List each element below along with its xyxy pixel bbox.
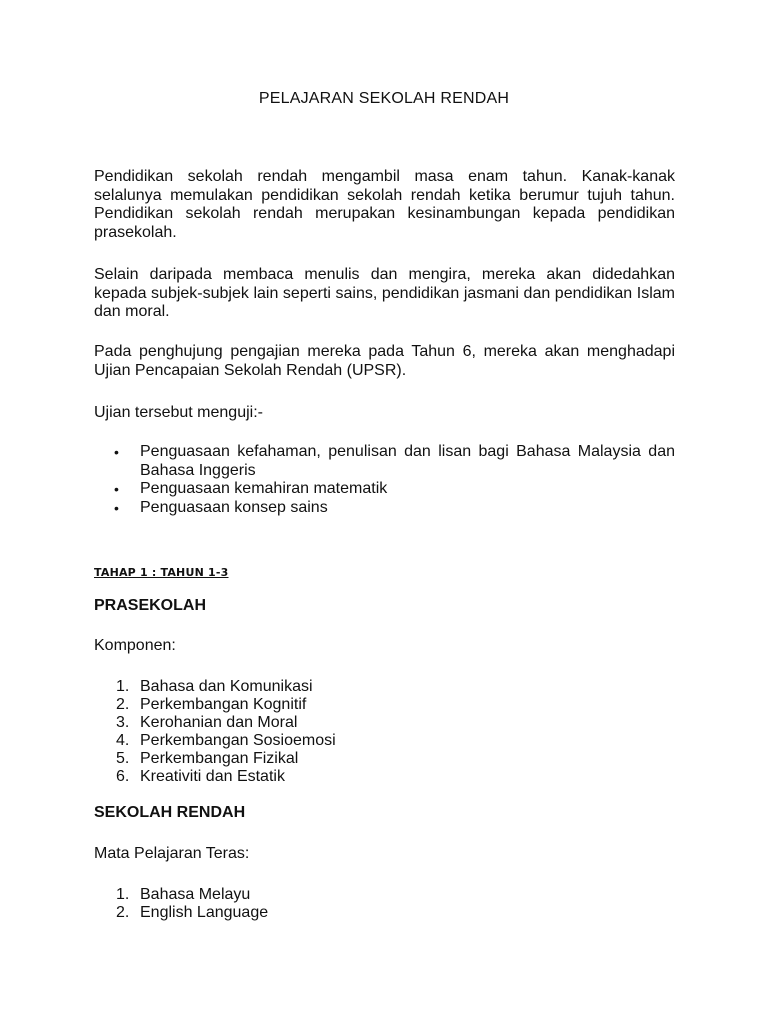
paragraph-upsr: Pada penghujung pengajian mereka pada Tahun 6, mereka akan menghadapi Ujian Pencapaian Sekolah Rendah (UPSR). (94, 343, 675, 379)
list-number: 1. (116, 678, 130, 695)
list-item-text: Perkembangan Fizikal (140, 750, 299, 767)
sekolah-rendah-heading: SEKOLAH RENDAH (94, 804, 246, 821)
list-number: 1. (116, 886, 130, 903)
list-item (94, 678, 675, 696)
list-number: 6. (116, 768, 130, 785)
list-item (94, 732, 675, 750)
list-item (94, 886, 675, 904)
stage-label: TAHAP 1 : TAHUN 1-3 (94, 566, 229, 579)
list-item-text: Kreativiti dan Estatik (140, 768, 285, 785)
bullet-text: Penguasaan konsep sains (140, 498, 328, 516)
list-item-text: Bahasa Melayu (140, 886, 251, 903)
core-subject-list (94, 886, 675, 922)
list-number: 4. (116, 732, 130, 749)
paragraph-subjects: Selain daripada membaca menulis dan mengira, mereka akan didedahkan kepada subjek-subjek lain seperti sains, pendidikan jasmani dan pendidikan Islam dan moral. (94, 266, 675, 320)
bullet-text: Penguasaan kemahiran matematik (140, 480, 388, 497)
list-item (94, 714, 675, 732)
bullet-text: Penguasaan kefahaman, penulisan dan lisan bagi Bahasa Malaysia dan Bahasa Inggeris (140, 443, 675, 479)
test-bullet-list (94, 443, 675, 517)
sekolah-rendah-label: Mata Pelajaran Teras: (94, 845, 250, 862)
prasekolah-label: Komponen: (94, 637, 176, 654)
list-item-text: Bahasa dan Komunikasi (140, 678, 313, 695)
list-item (94, 696, 675, 714)
list-item (94, 750, 675, 768)
document-title: PELAJARAN SEKOLAH RENDAH (258, 90, 510, 107)
list-item-text: Perkembangan Kognitif (140, 696, 307, 713)
prasekolah-heading: PRASEKOLAH (94, 597, 207, 614)
bullet-icon: • (114, 444, 119, 460)
list-item (94, 904, 675, 922)
list-number: 3. (116, 714, 130, 731)
list-number: 2. (116, 696, 130, 713)
list-number: 5. (116, 750, 130, 767)
list-item (94, 768, 675, 786)
paragraph-intro: Pendidikan sekolah rendah mengambil masa enam tahun. Kanak-kanak selalunya memulakan pendidikan sekolah rendah ketika berumur tujuh tahun. Pendidikan sekolah rendah merupakan kesinambungan kepada pendidikan prasekolah. (94, 168, 675, 241)
list-item (94, 499, 675, 518)
bullet-icon: • (114, 481, 119, 497)
list-item (94, 480, 675, 499)
prasekolah-component-list (94, 678, 675, 786)
list-item-text: Perkembangan Sosioemosi (140, 732, 336, 749)
list-item-text: English Language (140, 904, 269, 921)
bullet-icon: • (114, 499, 119, 516)
list-number: 2. (116, 904, 130, 921)
list-item (94, 443, 675, 480)
paragraph-test-intro: Ujian tersebut menguji:- (94, 404, 263, 421)
list-item-text: Kerohanian dan Moral (140, 714, 298, 731)
